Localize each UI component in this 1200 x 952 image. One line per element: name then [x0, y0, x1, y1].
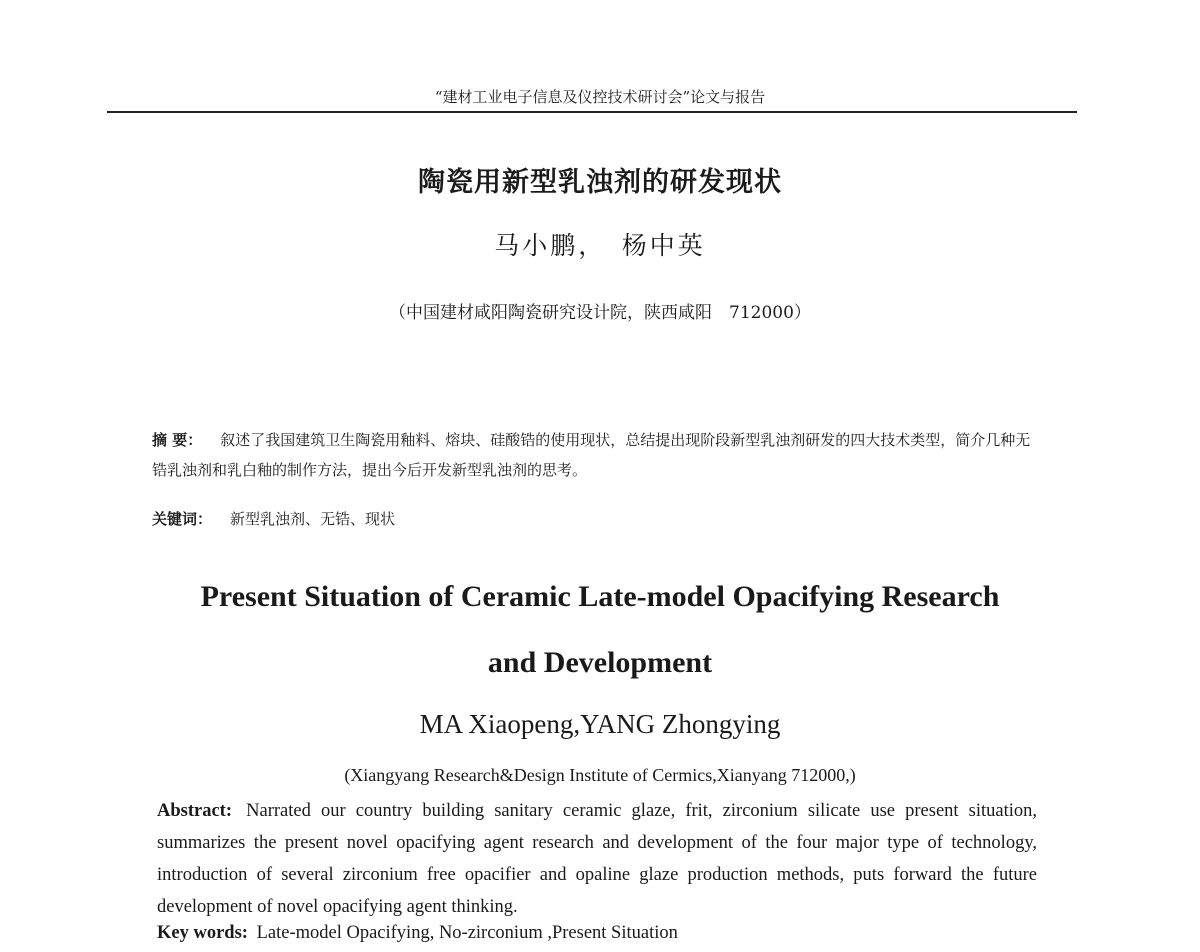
chinese-title: 陶瓷用新型乳浊剂的研发现状: [418, 167, 782, 198]
chinese-abstract: [152, 425, 1042, 485]
english-keywords-text: Late-model Opacifying, No-zirconium ,Present Situation: [256, 923, 678, 943]
english-abstract-label: Abstract:: [157, 801, 233, 821]
chinese-keywords-text: 新型乳浊剂、无锆、现状: [230, 510, 396, 528]
running-header: “建材工业电子信息及仪控技术研讨会”论文与报告: [434, 88, 766, 106]
english-keywords-label: Key words:: [157, 923, 248, 943]
chinese-abstract-label: 摘 要：: [152, 431, 203, 449]
english-title-line2: and Development: [487, 646, 713, 679]
english-affiliation: (Xiangyang Research&Design Institute of Cermics,Xianyang 712000,): [344, 765, 856, 785]
english-abstract: [157, 795, 1037, 923]
chinese-keywords-label: 关键词：: [152, 510, 213, 528]
header-rule: [107, 111, 1077, 113]
english-abstract-text: Narrated our country building sanitary ceramic glaze, frit, zirconium silicate use present situation, summarizes the present novel opacifying agent research and development of the four major type of technology, introduction of several zirconium free opacifier and opaline glaze production methods, puts forward the future development of novel opacifying agent thinking.: [157, 801, 1038, 917]
chinese-abstract-text: 叙述了我国建筑卫生陶瓷用釉料、熔块、硅酸锆的使用现状，总结提出现阶段新型乳浊剂研发的四大技术类型，简介几种无锆乳浊剂和乳白釉的制作方法，提出今后开发新型乳浊剂的思考。: [152, 431, 1031, 479]
english-title-line1: Present Situation of Ceramic Late-model Opacifying Research: [200, 580, 1000, 613]
english-keywords: [157, 923, 1037, 944]
chinese-authors: 马小鹏， 杨中英: [494, 231, 706, 260]
chinese-affiliation: （中国建材咸阳陶瓷研究设计院，陕西咸阳 712000）: [389, 303, 811, 323]
chinese-keywords: [152, 508, 1042, 529]
english-authors: MA Xiaopeng,YANG Zhongying: [419, 709, 781, 739]
